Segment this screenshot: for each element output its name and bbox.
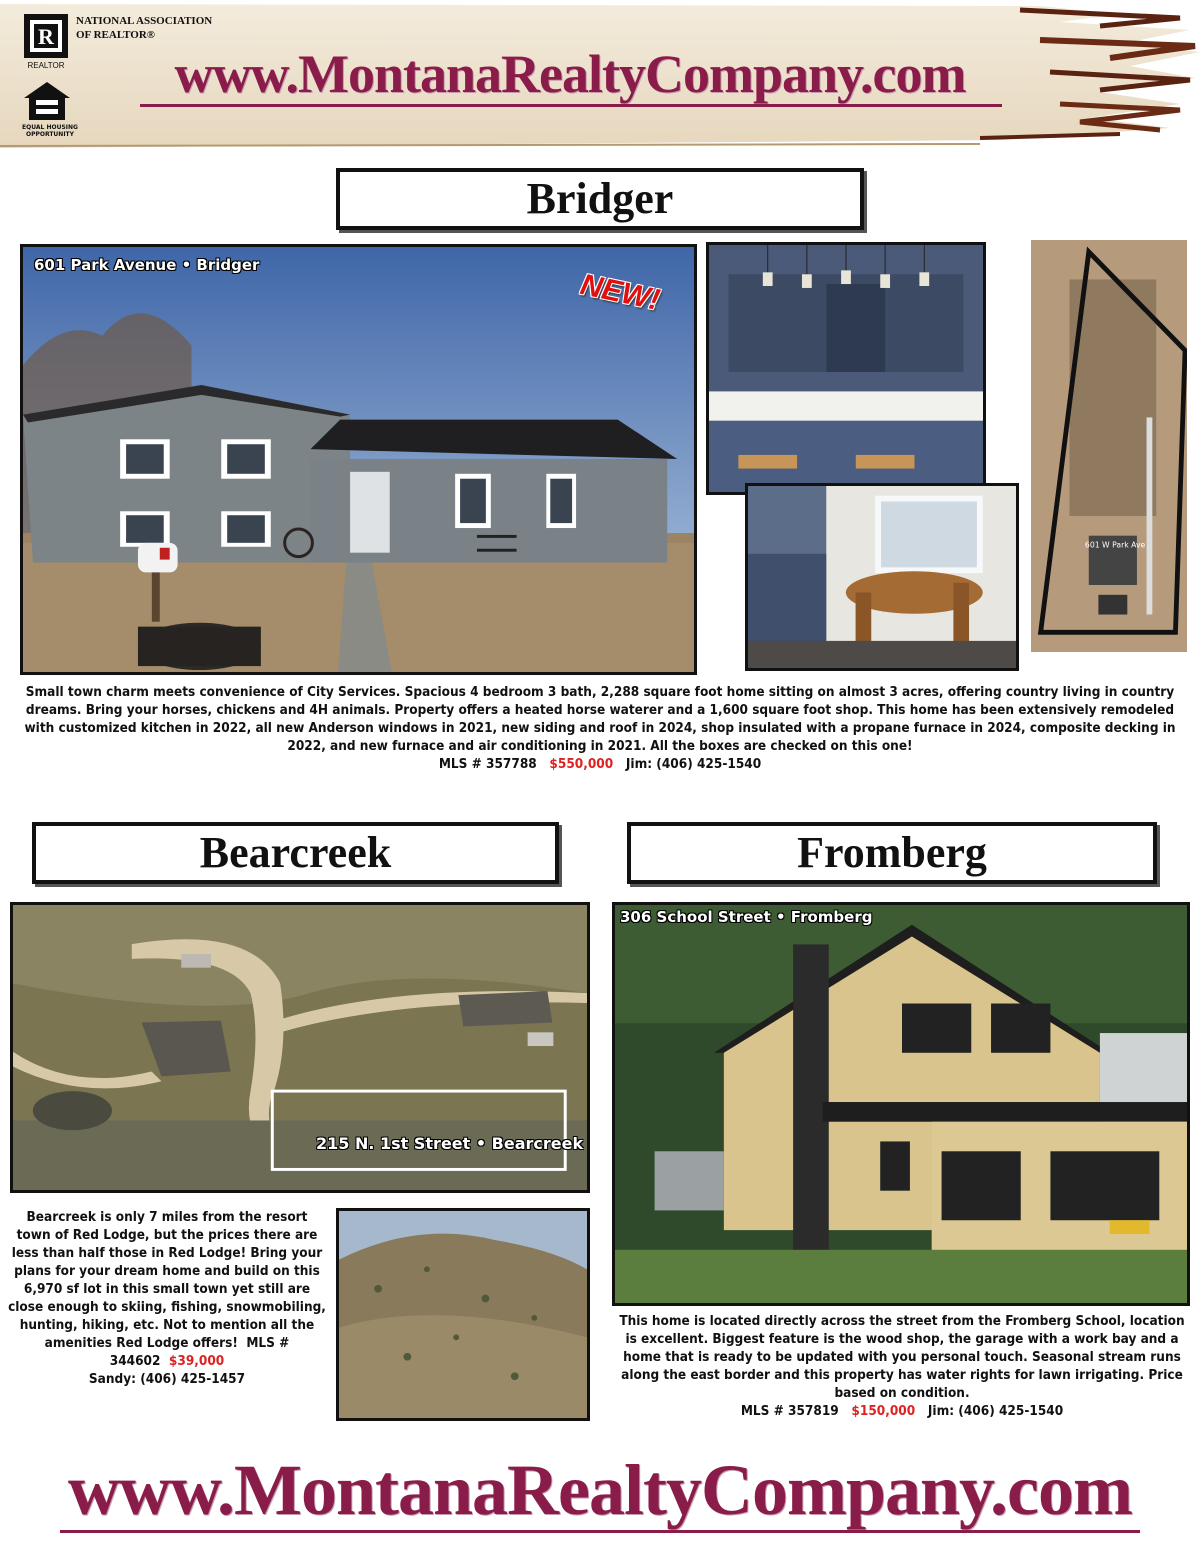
association-text [76,14,212,42]
house-photo-bridger [23,247,694,672]
section-title-bearcreek: Bearcreek [32,822,559,884]
fromberg-photo-label: 306 School Street • Fromberg [620,908,873,926]
equal-housing-text [20,124,80,138]
bridger-mls: MLS # 357788 [438,756,537,772]
kitchen-photo [709,245,983,492]
fromberg-listing-info [614,1402,1190,1420]
header-url-underline [140,104,1002,107]
association-line-2: OF REALTOR® [76,29,156,41]
eho-line-2: OPPORTUNITY [25,131,74,138]
realtor-logo [22,12,70,70]
section-title-fromberg: Fromberg [627,822,1157,884]
bearcreek-mls: MLS # 344602 [109,1335,290,1369]
aerial-map-photo [1031,240,1187,652]
website-url-header[interactable]: www.MontanaRealtyCompany.com [174,44,966,104]
bearcreek-description: Bearcreek is only 7 miles from the resort town of Red Lodge, but the prices there are less than half those in Red Lodge! Bring your plans for your dream home and build on this 6,970 sf lot in this small town yet still are close enough to skiing, fishing, snowmobiling, hunting, hiking, etc. Not to mention all the amenities Red Lodge offers! [8,1209,326,1351]
bridger-contact[interactable]: Jim: (406) 425-1540 [625,756,762,772]
eho-line-1: EQUAL HOUSING [22,124,78,131]
footer-url-underline [60,1530,1140,1533]
bridger-photo-label: 601 Park Avenue • Bridger [34,256,260,274]
bridger-description-block [22,683,1178,773]
bearcreek-price: $39,000 [168,1353,225,1369]
house-photo-fromberg [615,905,1187,1303]
bearcreek-description-block [8,1208,326,1388]
dining-photo [748,486,1016,668]
fromberg-description: This home is located directly across the street from the Fromberg School, location is excellent. Biggest feature is the wood shop, the garage with a work bay and a home that is ready to be updated with you personal touch. Seasonal stream runs along the east border and this property has water rights for lawn irrigating. Price based on condition. [619,1313,1185,1401]
website-url-footer[interactable]: www.MontanaRealtyCompany.com [68,1450,1132,1530]
bridger-kitchen-photo [706,242,986,495]
fromberg-contact[interactable]: Jim: (406) 425-1540 [927,1403,1064,1419]
realtor-caption: REALTOR [27,61,65,70]
fromberg-price: $150,000 [851,1403,916,1419]
bearcreek-hillside-photo [336,1208,590,1421]
realtor-mark: R [38,24,54,49]
fromberg-main-photo [612,902,1190,1306]
hillside-photo [339,1211,587,1418]
bearcreek-photo-label: 215 N. 1st Street • Bearcreek [316,1134,584,1153]
bridger-dining-photo [745,483,1019,671]
fromberg-description-block [614,1312,1190,1420]
bearcreek-description-text [8,1208,326,1370]
new-badge: NEW! [577,268,663,317]
bridger-main-photo [20,244,697,675]
bearcreek-contact[interactable]: Sandy: (406) 425-1457 [88,1371,246,1387]
aerial-address-label: 601 W Park Ave [1084,540,1146,550]
section-title-bridger: Bridger [336,168,864,230]
bridger-description: Small town charm meets convenience of City Services. Spacious 4 bedroom 3 bath, 2,288 square foot home sitting on almost 3 acres, offering country living in country dreams. Bring your horses, chickens and 4H animals. Property offers a heated horse waterer and a 1,600 square foot shop. This home has been extensively remodeled with customized kitchen in 2022, all new Anderson windows in 2021, new siding and roof in 2024, shop insulated with a propane furnace in 2024, composite decking in 2022, and new furnace and air conditioning in 2021. All the boxes are checked on this one! [24,684,1176,754]
bridger-aerial-photo [1028,237,1190,655]
bridger-price: $550,000 [549,756,614,772]
association-line-1: NATIONAL ASSOCIATION [76,15,213,27]
fromberg-mls: MLS # 357819 [740,1403,839,1419]
bridger-listing-info [22,755,1178,773]
